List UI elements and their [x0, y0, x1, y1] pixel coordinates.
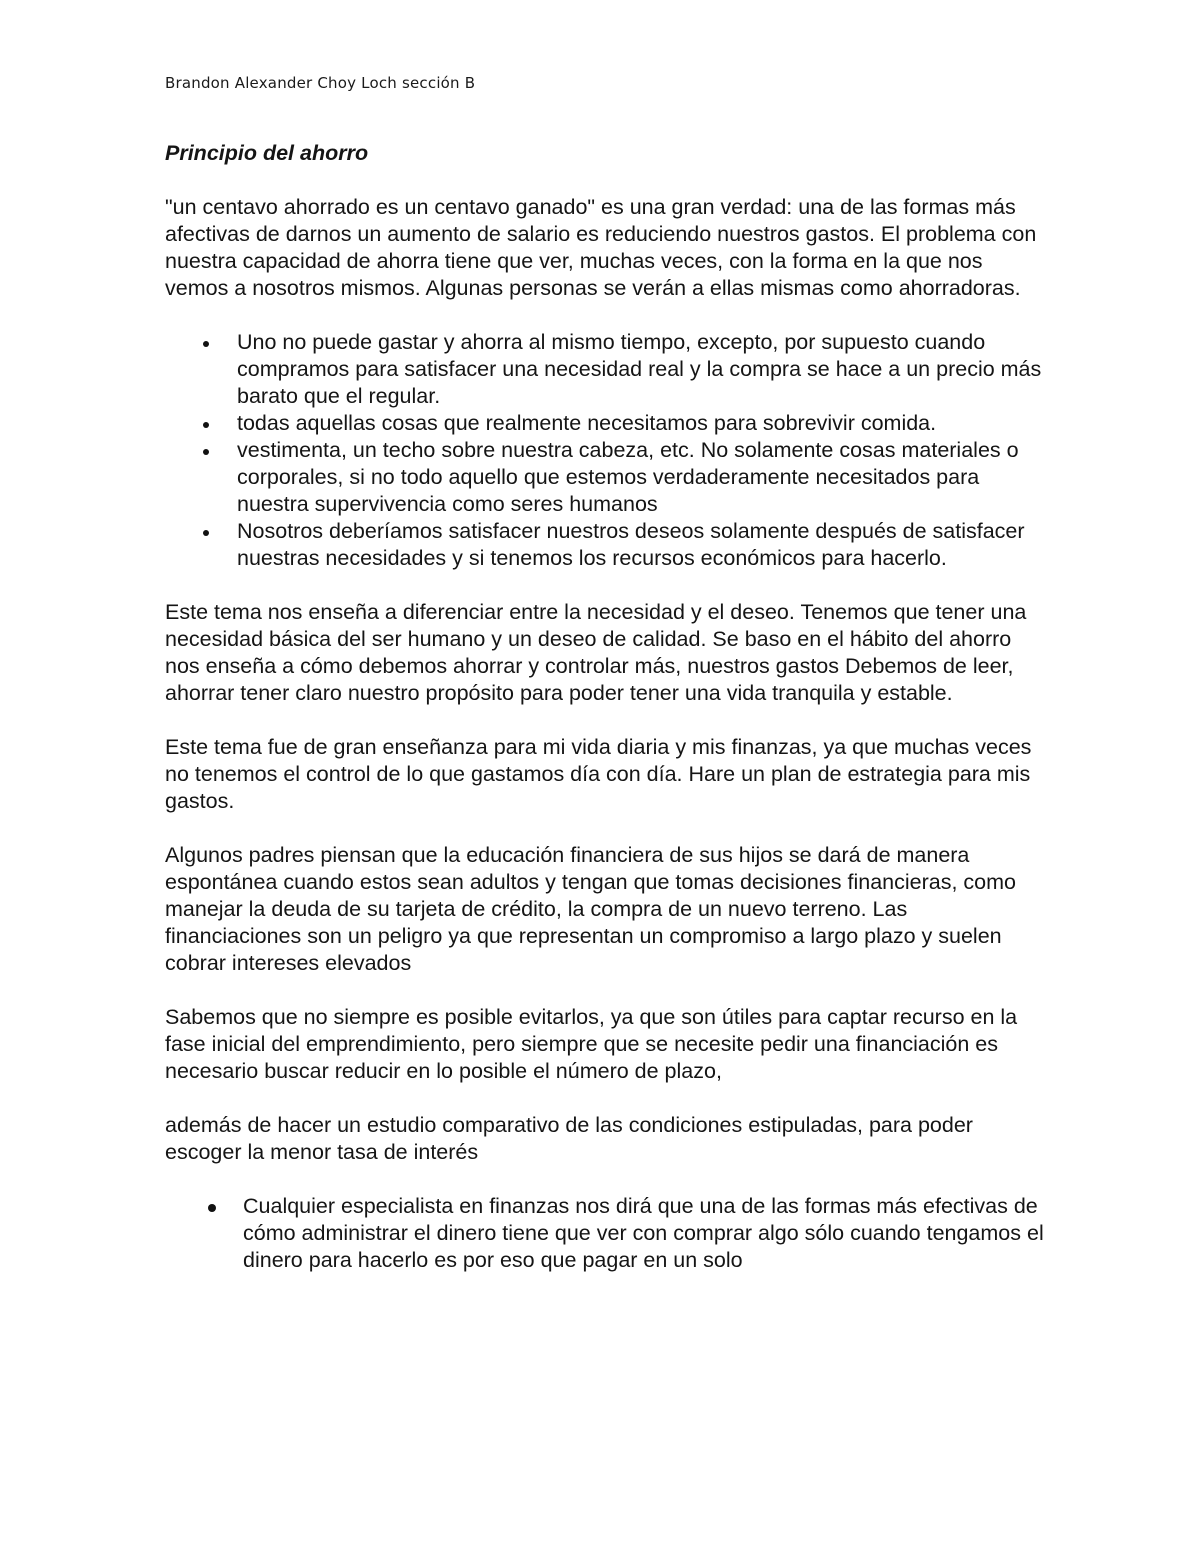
paragraph-ensenanza: Este tema fue de gran enseñanza para mi vida diaria y mis finanzas, ya que muchas veces no tenemos el control de lo que gastamos día con día. Hare un plan de estrategia para mis gastos. — [165, 735, 1032, 813]
bullet-list-1 — [165, 329, 1045, 572]
list-item — [165, 518, 1045, 572]
page-header: Brandon Alexander Choy Loch sección B — [165, 74, 476, 92]
bullet-list-2 — [165, 1193, 1045, 1274]
document-body — [165, 140, 1045, 1301]
paragraph-financiacion: Sabemos que no siempre es posible evitarlos, ya que son útiles para captar recurso en la fase inicial del emprendimiento, pero siempre que se necesite pedir una financiación es necesario buscar reducir en lo posible el número de plazo, — [165, 1005, 1018, 1083]
paragraph-estudio-comparativo: además de hacer un estudio comparativo de las condiciones estipuladas, para poder escoger la menor tasa de interés — [165, 1113, 973, 1164]
list-item-text: Nosotros deberíamos satisfacer nuestros deseos solamente después de satisfacer nuestras necesidades y si tenemos los recursos económicos para hacerlo. — [237, 519, 1025, 570]
bullet-icon — [203, 341, 209, 347]
bullet-icon — [203, 449, 209, 455]
bullet-icon — [208, 1204, 216, 1212]
intro-paragraph: "un centavo ahorrado es un centavo ganado" es una gran verdad: una de las formas más afectivas de darnos un aumento de salario es reduciendo nuestros gastos. El problema con nuestra capacidad de ahorra tiene que ver, muchas veces, con la forma en la que nos vemos a nosotros mismos. Algunas personas se verán a ellas mismas como ahorradoras. — [165, 195, 1037, 300]
bullet-icon — [203, 530, 209, 536]
list-item-text: Uno no puede gastar y ahorra al mismo tiempo, excepto, por supuesto cuando compramos para satisfacer una necesidad real y la compra se hace a un precio más barato que el regular. — [237, 330, 1042, 408]
document-title: Principio del ahorro — [165, 141, 369, 165]
paragraph-necesidad-deseo: Este tema nos enseña a diferenciar entre la necesidad y el deseo. Tenemos que tener una necesidad básica del ser humano y un deseo de calidad. Se baso en el hábito del ahorro nos enseña a cómo debemos ahorrar y controlar más, nuestros gastos Debemos de leer, ahorrar tener claro nuestro propósito para poder tener una vida tranquila y estable. — [165, 600, 1027, 705]
list-item-text: Cualquier especialista en finanzas nos dirá que una de las formas más efectivas de cómo administrar el dinero tiene que ver con comprar algo sólo cuando tengamos el dinero para hacerlo es por eso que pagar en un solo — [243, 1194, 1044, 1272]
list-item — [165, 437, 1045, 518]
list-item — [165, 329, 1045, 410]
list-item-text: vestimenta, un techo sobre nuestra cabeza, etc. No solamente cosas materiales o corporales, si no todo aquello que estemos verdaderamente necesitados para nuestra supervivencia como seres humanos — [237, 438, 1019, 516]
list-item — [165, 1193, 1045, 1274]
bullet-icon — [203, 422, 209, 428]
list-item-text: todas aquellas cosas que realmente necesitamos para sobrevivir comida. — [237, 411, 937, 435]
list-item — [165, 410, 1045, 437]
paragraph-educacion-financiera: Algunos padres piensan que la educación financiera de sus hijos se dará de manera espontánea cuando estos sean adultos y tengan que tomas decisiones financieras, como manejar la deuda de su tarjeta de crédito, la compra de un nuevo terreno. Las financiaciones son un peligro ya que representan un compromiso a largo plazo y suelen cobrar intereses elevados — [165, 843, 1017, 975]
